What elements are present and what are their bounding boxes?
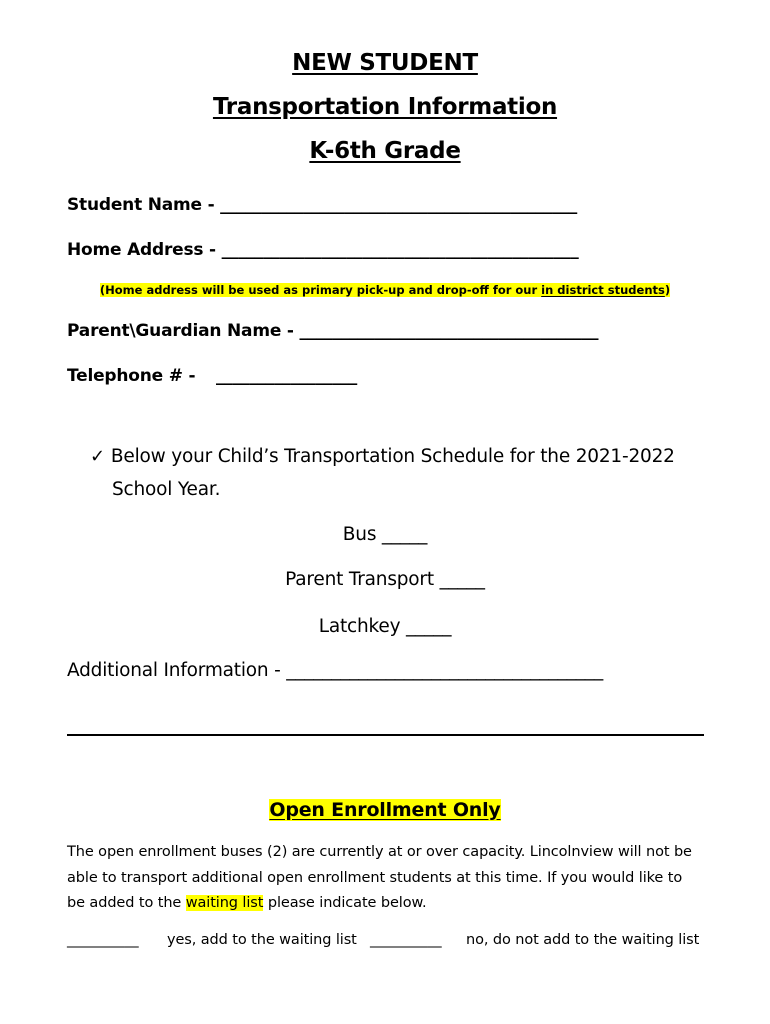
paragraph-text-end: please indicate below.: [263, 895, 427, 911]
note-close-paren: ): [664, 283, 671, 297]
check-icon: ✓: [90, 446, 105, 467]
no-label: no, do not add to the waiting list: [466, 932, 700, 948]
enrollment-paragraph-line-3: [67, 895, 426, 911]
title-transportation-information: Transportation Information: [212, 94, 558, 120]
schedule-line-2: School Year.: [112, 479, 221, 500]
parent-guardian-field[interactable]: Parent\Guardian Name - ____________________________________: [67, 321, 599, 341]
heading-highlight: Open Enrollment Only: [269, 799, 501, 821]
schedule-text: Below your Child’s Transportation Schedule for the 2021-2022: [110, 446, 675, 467]
additional-info-rule[interactable]: [67, 734, 704, 736]
additional-info-field[interactable]: Additional Information - ___________________________________: [67, 660, 604, 681]
student-name-field[interactable]: Student Name - ___________________________________________: [67, 195, 578, 215]
bus-option[interactable]: Bus _____: [342, 524, 428, 545]
yes-blank[interactable]: __________: [67, 932, 139, 948]
title-new-student: NEW STUDENT: [292, 50, 478, 76]
home-address-note: [0, 283, 770, 297]
parent-transport-option[interactable]: Parent Transport _____: [285, 569, 485, 590]
paragraph-text: be added to the: [67, 895, 186, 911]
latchkey-option[interactable]: Latchkey _____: [318, 616, 452, 637]
telephone-label: Telephone # -: [67, 366, 196, 386]
home-address-field[interactable]: Home Address - ___________________________________________: [67, 240, 579, 260]
note-underlined-text: in district students: [541, 283, 665, 297]
no-blank[interactable]: __________: [370, 932, 442, 948]
enrollment-paragraph-line-1: The open enrollment buses (2) are currently at or over capacity. Lincolnview will not be: [67, 844, 692, 860]
open-enrollment-heading: [0, 799, 770, 821]
yes-label: yes, add to the waiting list: [167, 932, 357, 948]
schedule-line-1: [90, 446, 675, 467]
telephone-field[interactable]: _________________: [216, 366, 358, 386]
note-highlight: [100, 283, 670, 297]
title-grade: K-6th Grade: [309, 138, 461, 164]
note-text: (Home address will be used as primary pick-up and drop-off for our: [99, 283, 542, 297]
enrollment-paragraph-line-2: able to transport additional open enrollment students at this time. If you would like to: [67, 870, 683, 886]
waiting-list-highlight: waiting list: [185, 895, 264, 911]
